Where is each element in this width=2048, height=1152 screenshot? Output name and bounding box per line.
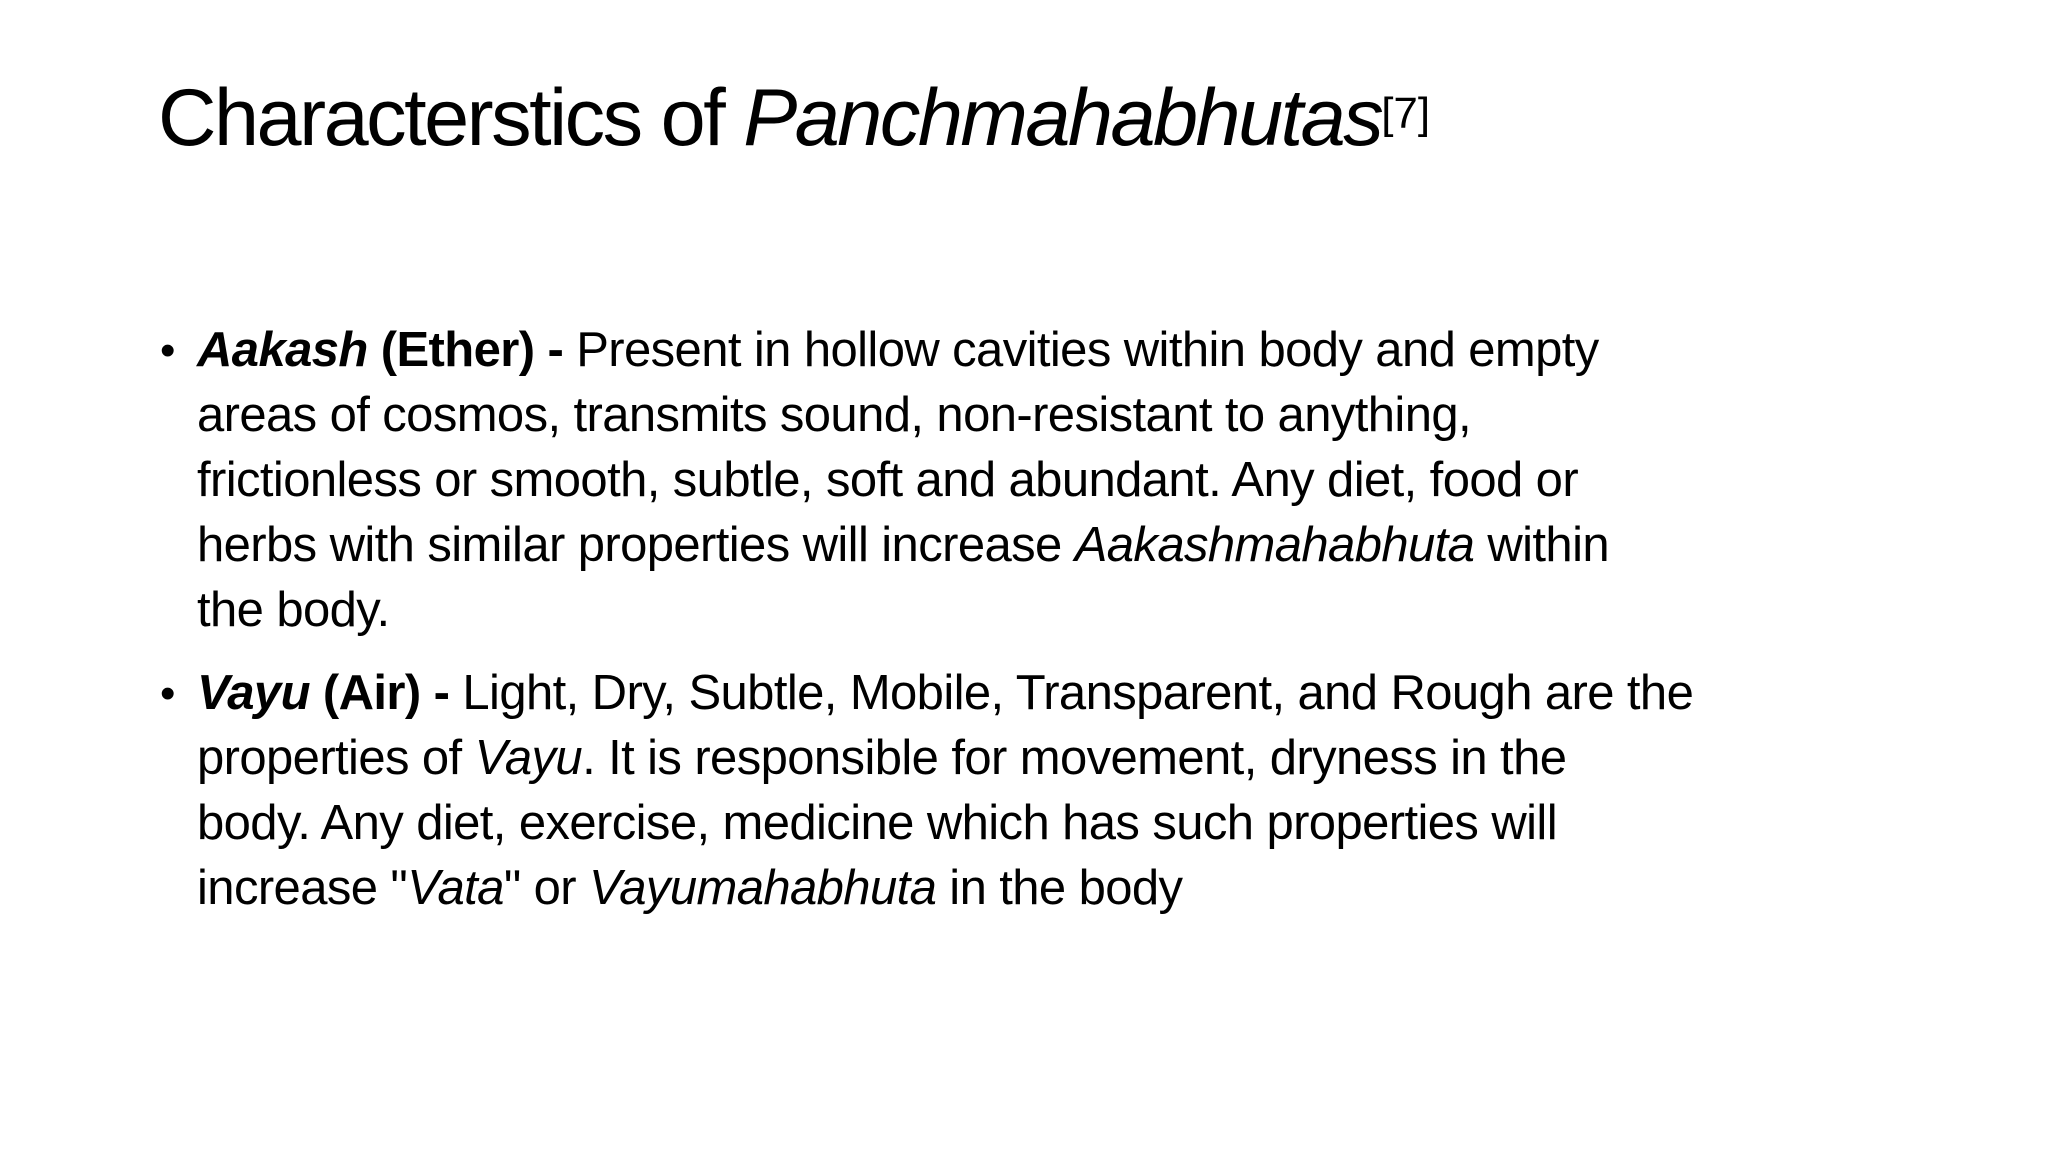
bullet-italic-term: Vayumahabhuta [589,861,937,915]
bullet-line: body. Any diet, exercise, medicine which has such properties will [197,796,1557,850]
bullet-text: . It is responsible for movement, dryness in the [582,731,1567,785]
bullet-line [197,661,1958,726]
bullet-text: Light, Dry, Subtle, Mobile, Transparent, and Rough are the [462,666,1694,720]
bullet-item-aakash [158,318,1958,643]
bullet-italic-term: Aakashmahabhuta [1074,518,1475,572]
bullet-italic-term: Vayu [474,731,583,785]
bullet-italic-term: Vata [407,861,504,915]
bullet-term: Aakash [197,323,368,377]
bullet-text: " or [503,861,590,915]
bullet-line: areas of cosmos, transmits sound, non-resistant to anything, [197,388,1472,442]
bullet-line: the body. [197,583,390,637]
bullet-term: Vayu [197,666,310,720]
bullet-qualifier: (Ether) - [367,323,577,377]
bullet-line [197,318,1958,383]
bullet-line: frictionless or smooth, subtle, soft and abundant. Any diet, food or [197,453,1579,507]
bullet-text: increase " [197,861,408,915]
bullet-line [197,856,1958,921]
bullet-text: within [1474,518,1610,572]
bullet-dot-icon: • [160,669,175,718]
citation-superscript: [7] [1381,89,1431,138]
slide-title-plain: Characterstics of [158,73,744,163]
bullet-qualifier: (Air) - [309,666,463,720]
slide-title-italic: Panchmahabhutas [743,73,1382,163]
bullet-line [197,513,1958,578]
bullet-line [197,726,1958,791]
bullet-text: Present in hollow cavities within body and empty [576,323,1599,377]
bullet-text: in the body [936,861,1183,915]
bullet-item-vayu [158,661,1958,921]
bullet-text: properties of [197,731,475,785]
bullet-list [158,318,1958,939]
slide-title [158,68,1430,168]
bullet-dot-icon: • [160,326,175,375]
bullet-text: herbs with similar properties will increase [197,518,1075,572]
